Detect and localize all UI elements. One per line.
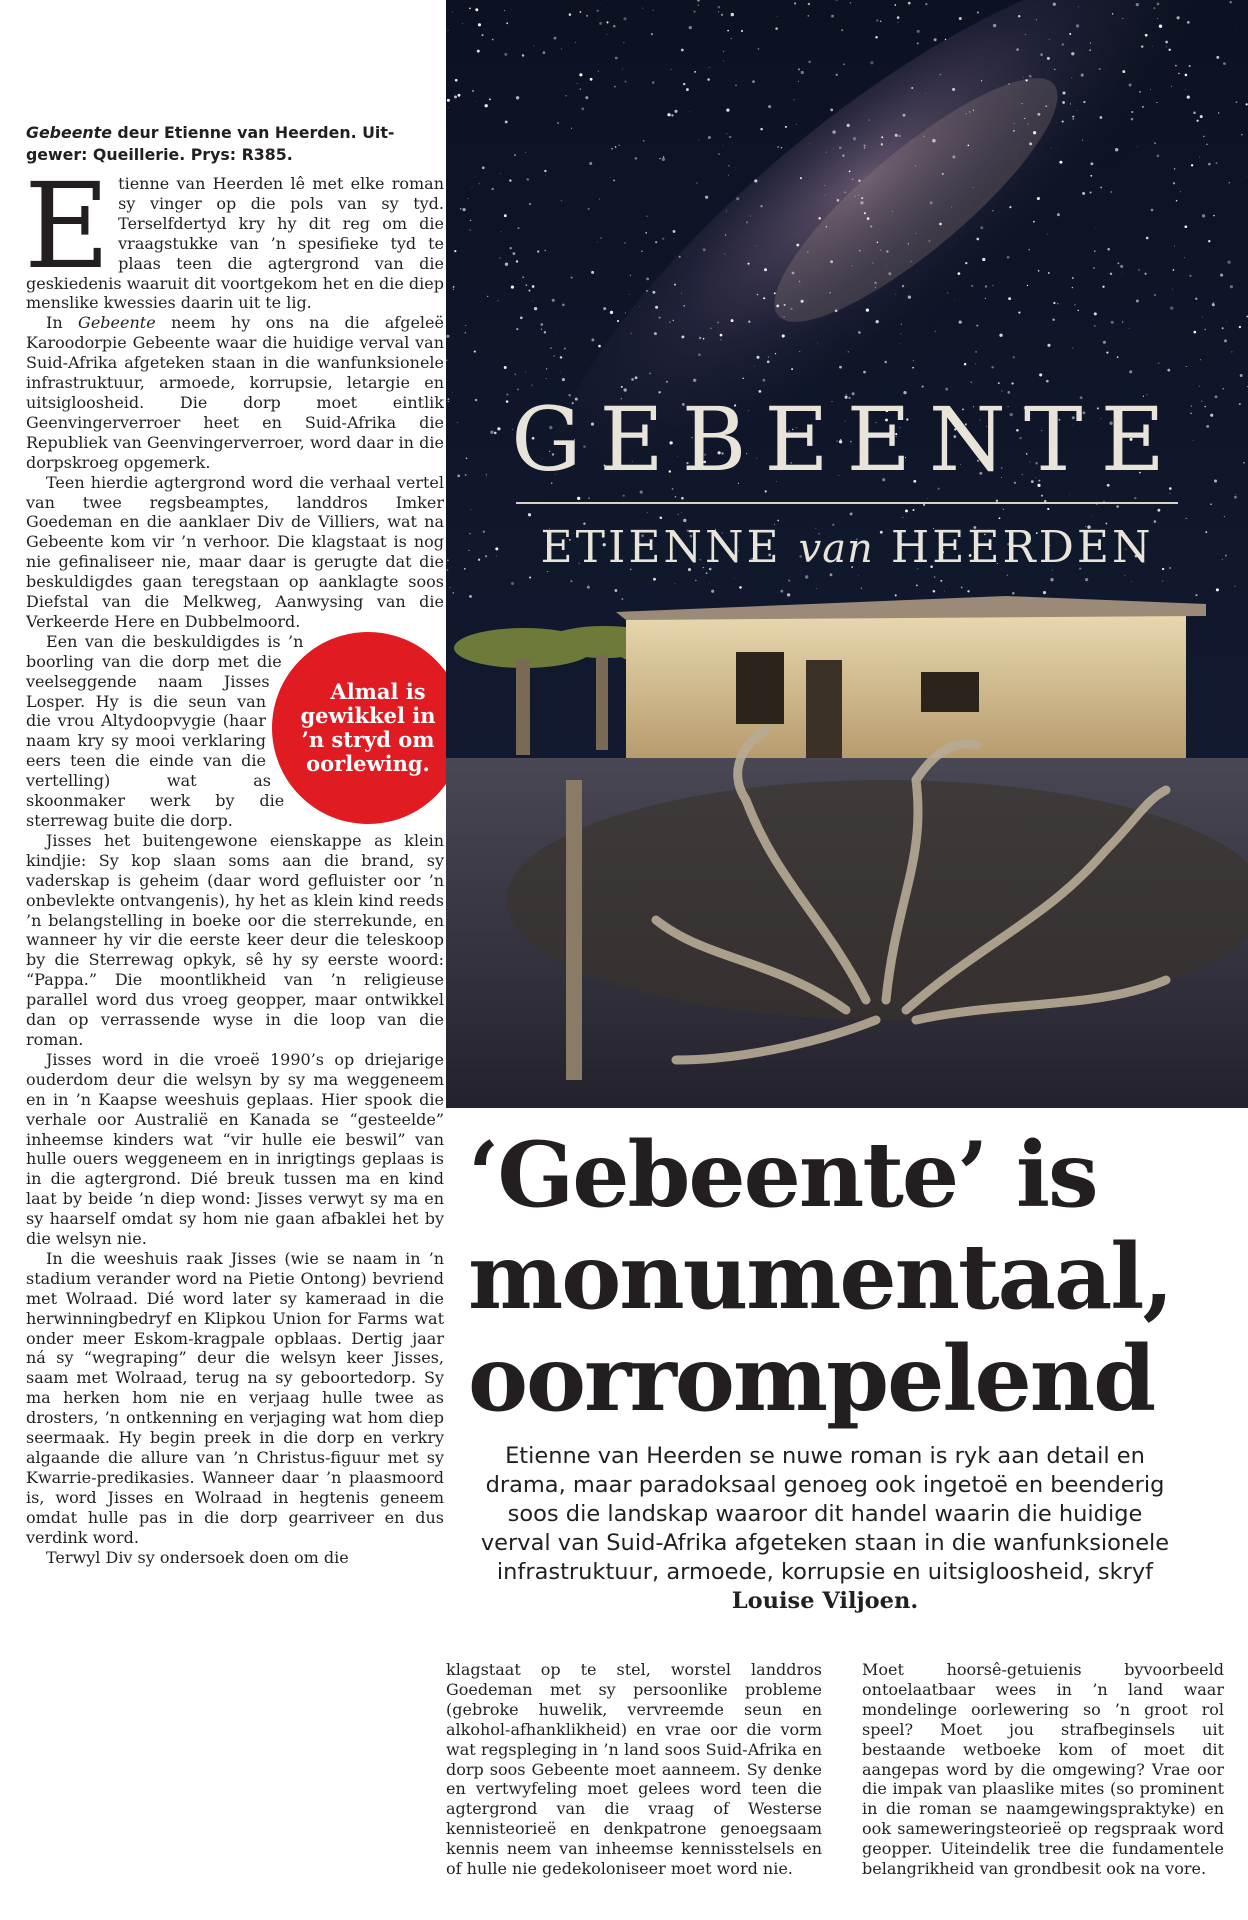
paragraph-1: Etienne van Heerden lê met elke roman sy vinger op die pols van sy tyd. Terselfdertyd kry hy dit reg om die vraagstukke van ’n spesifieke tyd te plaas teen die agtergrond van die geskiedenis waaruit dit voortgekom het en die diep menslike kwessies daarin uit te lig. <box>24 157 444 313</box>
book-cover-image <box>446 0 1248 1108</box>
article-body-left <box>24 157 444 1567</box>
headline-line-2: monumentaal, <box>468 1224 1172 1330</box>
article-body-right: Moet hoorsê-getuienis byvoorbeeld ontoelaatbaar wees in ’n land waar mondelinge oorlewering so ’n groot rol speel? Moet jou strafbeginsels uit bestaande wetboeke kom of moet dit aangepas word by die omgewing? Vrae oor die impak van plaaslike mites (so prominent in die roman se naamgewingspraktyke) en ook sameweringsteorieë op regspraak word geopper. Uiteindelik tree die fundamentele belangrikheid van grondbesit ook na vore. <box>862 1660 1224 1879</box>
middle-column <box>446 1660 822 1879</box>
book-credit <box>26 122 444 166</box>
article-body-middle: klagstaat op te stel, worstel landdros Goedeman met sy persoonlike probleme (gebroke huwelik, vervreemde seun en alkohol-afhanklikheid) en vrae oor die vorm wat regspleging in ’n land soos Suid-Afrika en dorp soos Gebeente moet aanneem. Sy denke en vertwyfeling moet gelees word teen die agtergrond van die vraag of Westerse kennisteorieë en denkpatrone genoegsaam kennis neem van inheemse kennisstelsels en of hulle nie gedekoloniseer moet word nie. <box>446 1660 822 1879</box>
paragraph-4: Almal is gewikkel in ’n stryd om oorlewing. Een van die beskuldigdes is ’n boorling van die dorp met die veelseggende naam Jisses Losper. Hy is die seun van die vrou Altydoopvygie (haar naam kry sy mooi verklaring eers teen die einde van die vertelling) wat as skoonmaker werk by die sterrewag buite die dorp. <box>26 632 444 831</box>
credit-line-1: deur Etienne van Heerden. Uit- <box>111 123 395 142</box>
paragraph-2: In Gebeente neem hy ons na die afgeleë Karoodorpie Gebeente waar die huidige verval van Suid-Afrika afgeteken staan in die wanfunksionele infrastruktuur, armoede, korrupsie, letargie en uitsigloosheid. Die dorp moet eintlik Geenvingerverroer heet en Suid-Afrika die Republiek van Geenvingerverroer, word daar in die dorpskroeg opgemerk. <box>26 313 444 472</box>
byline: Louise Viljoen. <box>731 1588 919 1614</box>
cover-title: GEBEENTE <box>511 388 1183 491</box>
paragraph-8: Terwyl Div sy ondersoek doen om die <box>46 1547 349 1567</box>
credit-line-2: gewer: Queillerie. Prys: R385. <box>26 145 293 164</box>
cover-author: ETIENNE van HEERDEN <box>540 522 1154 573</box>
paragraph-7: In die weeshuis raak Jisses (wie se naam in ’n stadium verander word na Pietie Ontong) bevriend met Wolraad. Dié word later sy kameraad in die herwinningbedryf en Klipkou Union for Farms wat onder meer Eskom-kragpale opblaas. Dertig jaar ná sy “wegraping” deur die welsyn keer Jisses, saam met Wolraad, terug na sy geboortedorp. Sy ma herken hom nie en verjaag hulle twee as drosters, ’n ontkenning en verjaging wat hom diep seermaak. Hy begin preek in die dorp en verkry algaande die allure van ’n Christus-figuur met sy Kwarrie-predikasies. Wanneer daar ’n plaasmoord is, word Jisses en Wolraad in hegtenis geneem omdat hulle pas in die dorp gearriveer en dus verdink word. <box>26 1248 444 1547</box>
right-column <box>862 1660 1224 1879</box>
headline-line-1: ‘Gebeente’ is <box>468 1122 1097 1228</box>
pull-quote-badge: Almal is gewikkel in ’n stryd om oorlewing. <box>272 632 464 824</box>
drop-cap: E <box>24 157 111 295</box>
paragraph-3: Teen hierdie agtergrond word die verhaal vertel van twee regsbeamptes, landdros Imker Goedeman en die aanklaer Div de Villiers, wat na Gebeente kom vir ’n verhoor. Die klagstaat is nog nie gefinaliseer nie, maar daar is gerugte dat die beskuldigdes gaan teregstaan op aanklagte soos Diefstal van die Melkweg, Aanwysing van die Verkeerde Here en Dubbelmoord. <box>26 472 444 631</box>
left-column <box>26 122 444 1567</box>
standfirst: Etienne van Heerden se nuwe roman is ryk aan detail en drama, maar paradoksaal genoeg ook ingetoë en beenderig soos die landskap waaroor dit handel waarin die huidige verval van Suid-Afrika afgeteken staan in die wanfunksionele infrastruktuur, armoede, korrupsie en uitsigloosheid, skryf Louise Viljoen. <box>480 1443 1170 1614</box>
book-title-inline: Gebeente <box>78 313 156 333</box>
credit-book-title: Gebeente <box>26 123 112 142</box>
headline-line-3: oorrompelend <box>468 1326 1155 1432</box>
cover-divider <box>516 502 1178 504</box>
paragraph-6: Jisses word in die vroeë 1990’s op driejarige ouderdom deur die welsyn by sy ma weggeneem en in ’n Kaapse weeshuis geplaas. Hier spook die verhale oor Australië en Kanada se “gesteelde” inheemse kinders wat “vir hulle eie beswil” van hulle ouers weggeneem en in inrigtings geplaas is in die agtergrond. Dié breuk tussen ma en kind laat by beide ’n diep wond: Jisses verwyt sy ma en sy haarself omdat sy hom nie gaan afbaklei het by die welsyn nie. <box>26 1049 444 1249</box>
headline <box>468 1124 1248 1430</box>
paragraph-5: Jisses het buitengewone eienskappe as klein kindjie: Sy kop slaan soms aan die brand, sy vaderskap is geheim (daar word gefluister oor ’n onbevlekte ontvangenis), hy het as klein kind reeds ’n belangstelling in boeke oor die sterrekunde, en wanneer hy vir die eerste keer deur die teleskoop by die Sterrewag opkyk, sê hy sy eerste woord: “Pappa.” Die moontlikheid van ’n religieuse parallel word dus vroeg geopper, maar ontwikkel dan op verrassende wyse in die loop van die roman. <box>26 830 444 1049</box>
